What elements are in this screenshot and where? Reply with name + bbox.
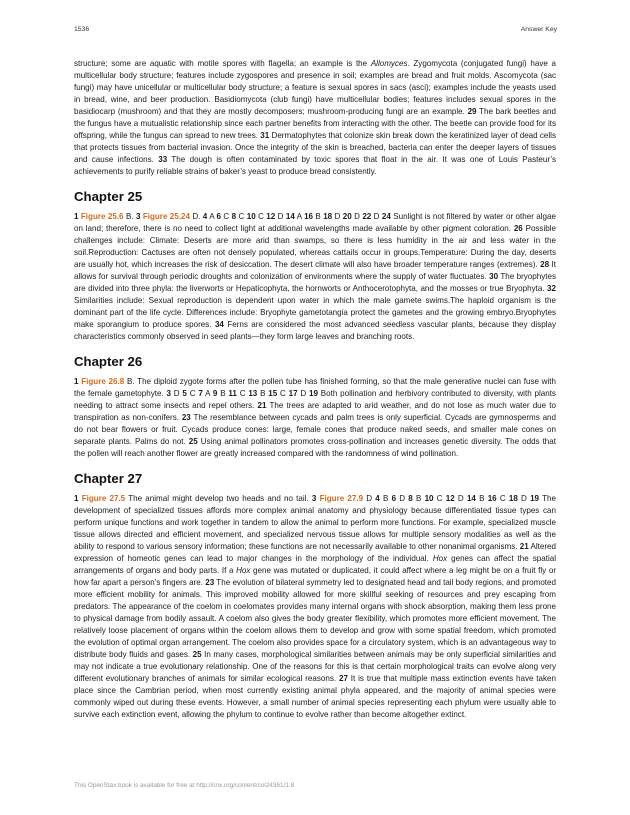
answer-text: D xyxy=(332,212,343,221)
answer-text: Sunlight is not filtered by water or other algae on land; therefore, there is no need to collect light at additional wavelengths made available by other pigment coloration. xyxy=(74,212,556,233)
question-number: 18 xyxy=(508,494,518,503)
chapter-27-answers xyxy=(74,493,556,721)
question-number: 21 xyxy=(519,542,529,551)
chapter-26-answers xyxy=(74,376,556,460)
intro-paragraph xyxy=(74,58,556,178)
answer-text: A xyxy=(202,389,213,398)
answer-text: The dough is often contaminated by toxic spores that float in the air. It was one of Louis Pasteur’s achievements to purify reliable strains of baker’s yeast to produce bread consistently. xyxy=(74,155,556,176)
question-number: 14 xyxy=(285,212,295,221)
answer-text: A xyxy=(294,212,305,221)
question-number: 31 xyxy=(260,131,270,140)
answer-text: D xyxy=(454,494,467,503)
answer-text: A xyxy=(207,212,217,221)
chapter-27-heading: Chapter 27 xyxy=(74,471,143,486)
answer-text: D xyxy=(351,212,363,221)
answer-text: D xyxy=(371,212,382,221)
figure-link[interactable]: Figure 25.24 xyxy=(142,212,190,221)
answer-text: The animal might develop two heads and no tail. xyxy=(125,494,312,503)
answer-text: Ferns are considered the most advanced seedless vascular plants, because they display characteristics commonly observed in seed plants—they form large leaves and branching roots. xyxy=(74,320,556,341)
question-number: 32 xyxy=(547,284,556,293)
answer-text: D xyxy=(171,389,183,398)
answer-text: Similarities include: Sexual reproduction is dependent upon water in which the male gamete swims.The haploid organism is the dominant part of the life cycle. Differences include: Bryophyte gametotangia protect the gametes and the growing embryo.Bryophytes make sporangium to produce spores. xyxy=(74,296,556,329)
answer-text: B xyxy=(412,494,425,503)
question-number: 8 xyxy=(231,212,237,221)
answer-text: The trees are adapted to arid weather, and do not lose as much water due to transpiration as non-conifers. xyxy=(74,401,556,422)
question-number: 1 xyxy=(74,494,79,503)
answer-text: . Zygomycota (conjugated fungi) have a multicellular body structure; features include zygospores and presence in soil; examples are bread and fruit molds. Ascomycota (sac fungi) may have unicellular or multicellular body structure; a feature is sexual spores in sacs (asci); examples include the yeasts used in bread, wine, and beer production. Basidiomycota (club fungi) have multicellular bodies; features includes sexual spores in the basidiocarp (mushroom) and that they are mostly decomposers; mushroom-producing fungi are an example. xyxy=(74,59,556,116)
question-number: 34 xyxy=(214,320,224,329)
figure-link[interactable]: Figure 27.5 xyxy=(81,494,126,503)
figure-link[interactable]: Figure 25.6 xyxy=(80,212,124,221)
answer-text: B xyxy=(379,494,392,503)
answer-text: C xyxy=(433,494,446,503)
question-number: 20 xyxy=(342,212,352,221)
question-number: 12 xyxy=(266,212,276,221)
italic-term: Hox xyxy=(236,566,251,575)
question-number: 10 xyxy=(246,212,256,221)
question-number: 7 xyxy=(198,389,203,398)
answer-text: B. xyxy=(123,212,136,221)
question-number: 10 xyxy=(424,494,434,503)
question-number: 1 xyxy=(74,377,79,386)
answer-text: The resemblance between cycads and palm trees is only superficial. Cycads are gymnosperms and do not bear flowers or fruit. Cycads produce cones: large, female cones that produce naked seeds, and smaller male cones on separate plants. Palms do not. xyxy=(74,413,556,446)
answer-text: gene was mutated or duplicated, it could affect where a leg might be on a fruit fly or how far apart a person’s fingers are. xyxy=(74,566,557,587)
question-number: 11 xyxy=(228,389,237,398)
question-number: 13 xyxy=(248,389,258,398)
question-number: 5 xyxy=(182,389,187,398)
answer-text: Both pollination and herbivory contributed to diversity, with plants needing to attract some insects and repel others. xyxy=(74,389,556,410)
chapter-25-answers xyxy=(74,211,556,343)
question-number: 30 xyxy=(489,272,499,281)
answer-text: B xyxy=(475,494,488,503)
question-number: 22 xyxy=(362,212,372,221)
answer-text: Dermatophytes that colonize skin break down the keratinized layer of dead cells that protects tissues from bacterial invasion. Once the integrity of the skin is breached, bacteria can enter the deeper layers of tissues and cause infections. xyxy=(74,131,556,164)
answer-text: It is true that multiple mass extinction events have taken place since the Cambrian period, when most currently existing animal phyla appeared, and the majority of animal species were commonly wiped out during these events. However, a small number of animal species representing each phylum were usually able to survive each extinction event, allowing the phylum to continue to evolve rather than become altogether extinct. xyxy=(74,674,556,719)
answer-text: D xyxy=(297,389,309,398)
answer-text: The evolution of bilateral symmetry led to designated head and tail body regions, and promoted more efficient mobility for animals. This improved mobility allowed for more skillful seeking of resources and prey escaping from predators. The appearance of the coelom in coelomates provides many internal organs with shock absorption, making them less prone to physical damage from bodily assault. A coelom also gives the body greater flexibility, which promotes more efficient movement. The relatively loose placement of organs within the coelom allows them to develop and grow with some spatial freedom, which promoted the evolution of optimal organ arrangement. The coelom also provides space for a circulatory system, which is an advantageous way to distribute body fluids and gases. xyxy=(74,578,556,659)
answer-text: C xyxy=(186,389,199,398)
answer-text: D xyxy=(517,494,531,503)
question-number: 21 xyxy=(257,401,267,410)
answer-text: B xyxy=(217,389,229,398)
question-number: 29 xyxy=(467,107,477,116)
answer-text: It allows for survival through periodic droughts and colonization of environments where the supply of water fluctuates. xyxy=(74,260,556,281)
page-number: 1536 xyxy=(74,26,90,33)
question-number: 15 xyxy=(268,389,278,398)
question-number: 19 xyxy=(309,389,318,398)
question-number: 9 xyxy=(212,389,218,398)
question-number: 16 xyxy=(304,212,314,221)
answer-text: D xyxy=(275,212,286,221)
question-number: 28 xyxy=(540,260,550,269)
answer-text: C xyxy=(236,212,247,221)
question-number: 24 xyxy=(381,212,391,221)
question-number: 27 xyxy=(338,674,348,683)
figure-link[interactable]: Figure 27.9 xyxy=(319,494,364,503)
answer-text: The bryophytes are divided into three phyla: the liverworts or Hepaticophyta, the hornworts or Anthocerotophyta, and the mosses or true Bryophyta. xyxy=(74,272,556,293)
figure-link[interactable]: Figure 26.8 xyxy=(81,377,125,386)
question-number: 3 xyxy=(135,212,141,221)
answer-text: B xyxy=(313,212,324,221)
question-number: 1 xyxy=(74,212,79,221)
question-number: 4 xyxy=(375,494,380,503)
question-number: 6 xyxy=(391,494,397,503)
italic-term: Hox xyxy=(432,554,448,563)
question-number: 23 xyxy=(181,413,191,422)
footer-note: This OpenStax book is available for free at http://cnx.org/content/col24361/1.8 xyxy=(74,782,295,789)
answer-text: C xyxy=(221,212,232,221)
chapter-25-heading: Chapter 25 xyxy=(74,189,143,204)
question-number: 16 xyxy=(487,494,497,503)
answer-text: Possible challenges include: Climate: Deserts are more arid than swamps, so there is less humidity in the air and less water in the soil.Reproduction: Cactuses are often not densely populated, whereas cattails occur in groups.Temperature: During the day, deserts are usually hot, which increases the risk of desiccation. The desert climate will also have broader temperature ranges (extremes). xyxy=(74,224,556,269)
answer-text: D. xyxy=(189,212,203,221)
answer-text: D xyxy=(363,494,376,503)
answer-text: B. The diploid zygote forms after the pollen tube has finished forming, so that the male generative nuclei can fuse with the female gametophyte. xyxy=(74,377,556,398)
question-number: 25 xyxy=(192,650,202,659)
answer-text: The bark beetles and the fungus have a mutualistic relationship since each partner benefits from interacting with the other. The beetle can provide food for its offspring, while the fungus can spread to new trees. xyxy=(74,107,556,140)
question-number: 18 xyxy=(323,212,333,221)
question-number: 17 xyxy=(288,389,298,398)
chapter-26-heading: Chapter 26 xyxy=(74,354,143,369)
question-number: 12 xyxy=(445,494,455,503)
question-number: 3 xyxy=(311,494,317,503)
question-number: 4 xyxy=(202,212,208,221)
answer-text: genes can affect the spatial arrangements of organs and body parts. If a xyxy=(74,554,557,575)
answer-text: C xyxy=(255,212,267,221)
answer-text: Altered expression of homeotic genes can lead to major changes in the morphology of the individual. xyxy=(74,542,556,563)
answer-text: Using animal pollinators promotes cross-pollination and increases genetic diversity. The odds that the pollen will reach another flower are greatly increased compared with the randomness of wind pollination. xyxy=(74,437,556,458)
answer-text: C xyxy=(277,389,289,398)
question-number: 3 xyxy=(166,389,171,398)
running-header-title: Answer Key xyxy=(520,26,557,33)
answer-text: B xyxy=(257,389,269,398)
answer-text: C xyxy=(496,494,509,503)
question-number: 25 xyxy=(188,437,198,446)
answer-text: D xyxy=(396,494,409,503)
question-number: 14 xyxy=(466,494,476,503)
question-number: 23 xyxy=(205,578,215,587)
answer-text: structure; some are aquatic with motile spores with flagella; an example is the xyxy=(74,59,371,68)
question-number: 33 xyxy=(158,155,168,164)
answer-text: The development of specialized tissues affords more complex animal anatomy and physiology because differentiated tissue types can perform unique functions and work together in tandem to allow the animal to perform more functions. For example, specialized muscle tissue allows directed and efficient movement, and specialized nervous tissue allows for multiple sensory modalities as well as the ability to respond to various sensory information; these functions are not necessarily available to other nonanimal organisms. xyxy=(74,494,556,551)
question-number: 19 xyxy=(530,494,540,503)
answer-content xyxy=(74,58,556,731)
answer-text: In many cases, morphological similarities between animals may be only superficial similarities and may not indicate a true evolutionary relationship. One of the reasons for this is that certain morphological traits can evolve along very different evolutionary branches of animals for similar ecological reasons. xyxy=(74,650,557,683)
answer-text: C xyxy=(236,389,249,398)
italic-term: Allomyces xyxy=(370,59,408,68)
question-number: 8 xyxy=(408,494,413,503)
question-number: 26 xyxy=(513,224,523,233)
question-number: 6 xyxy=(216,212,222,221)
